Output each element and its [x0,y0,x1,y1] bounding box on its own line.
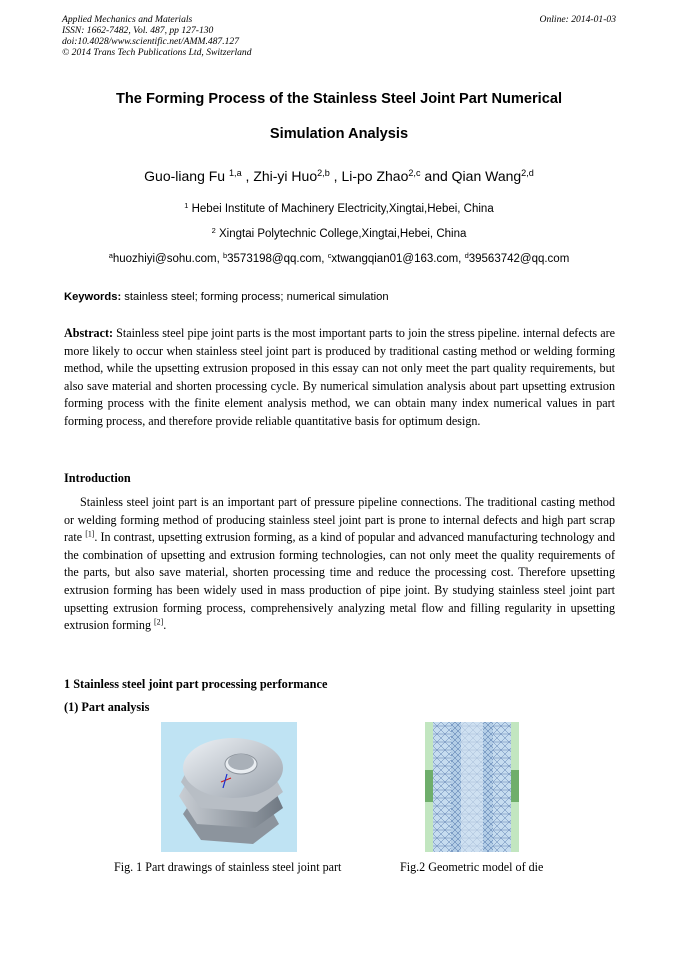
affiliation-mark: 1 [184,200,189,210]
author-list [62,168,616,184]
author-affil-mark: 2,c [408,168,421,178]
email-mark: c [327,250,332,260]
section-1-subheading: (1) Part analysis [64,700,150,714]
figure-1-part-drawing [161,722,297,852]
affiliation-mark: 2 [211,225,216,235]
paper-title-line-2: Simulation Analysis [269,126,409,142]
email-mark: d [464,250,469,260]
introduction-text: . In contrast, upsetting extrusion forming, as a kind of popular and advanced manufacturing technology and the combination of upsetting and extrusion forming technologies, can not only meet the quality requirements of the parts, but also save material, shorten processing time and reduce the processing cost. Therefore upsetting extrusion forming has been widely used in mass production of pipe joint. By studying stainless steel joint part upsetting extrusion forming process, comprehensively analyzing metal flow and filling regularity in upsetting extrusion forming [64,530,615,633]
introduction-text: Stainless steel joint part is an important part of pressure pipeline connections. The traditional casting method or welding forming method of producing stainless steel joint part is prone to internal defects and high part scrap rate [64,495,615,545]
keywords-text: stainless steel; forming process; numerical simulation [121,291,389,303]
introduction-paragraph [64,494,615,635]
citation-ref: [2] [154,617,164,627]
email-address: huozhiyi@sohu.com, [112,253,223,265]
affiliation-text: Xingtai Polytechnic College,Xingtai,Hebei, China [215,228,467,240]
journal-issn: ISSN: 1662-7482, Vol. 487, pp 127-130 [62,25,214,36]
affiliation-text: Hebei Institute of Machinery Electricity,Xingtai,Hebei, China [188,203,494,215]
email-list [62,250,616,265]
figure-2-caption: Fig.2 Geometric model of die [400,860,544,874]
abstract [64,325,615,431]
author-affil-mark: 1,a [228,168,242,178]
email-address: 3573198@qq.com, [227,253,328,265]
paper-title-line-1: The Forming Process of the Stainless Steel Joint Part Numerical [115,91,563,107]
journal-name: Applied Mechanics and Materials [62,14,193,25]
author-name: Zhi-yi Huo [253,168,318,184]
author-affil-mark: 2,b [317,168,330,178]
affiliation-1 [62,200,616,215]
affiliation-2 [62,225,616,240]
introduction-text: . [163,618,167,633]
author-name: Qian Wang [451,168,522,184]
figure-1-caption: Fig. 1 Part drawings of stainless steel joint part [114,860,342,874]
keywords-label: Keywords: [64,291,122,303]
email-mark: b [222,250,228,260]
figure-2-die-model [425,722,519,852]
email-address: xtwangqian01@163.com, [331,253,465,265]
citation-ref: [1] [85,529,95,539]
author-name: Guo-liang Fu [144,168,229,184]
introduction-heading: Introduction [64,471,131,485]
email-mark: a [108,250,113,260]
author-separator: , [329,168,342,184]
online-date: Online: 2014-01-03 [539,14,616,25]
author-affil-mark: 2,d [521,168,534,178]
journal-copyright: © 2014 Trans Tech Publications Ltd, Switzerland [62,47,252,58]
journal-doi: doi:10.4028/www.scientific.net/AMM.487.127 [62,36,240,47]
abstract-label: Abstract: [64,326,114,340]
journal-header [62,14,616,58]
section-1-heading: 1 Stainless steel joint part processing performance [64,677,328,691]
author-name: Li-po Zhao [341,168,409,184]
email-address: 39563742@qq.com [468,253,570,265]
keywords [64,291,616,303]
author-separator: , [241,168,254,184]
abstract-text: Stainless steel pipe joint parts is the most important parts to join the stress pipeline. internal defects are more likely to occur when stainless steel joint part is produced by traditional casting method or welding forming method, while the upsetting extrusion proposed in this essay can not only meet the part quality requirements, but also save material and shorten processing cycle. By numerical simulation analysis about part upsetting extrusion forming process with the finite element analysis method, we can obtain many index numerical values in part forming process, and therefore provide reliable quantitative basis for optimum design. [64,326,615,428]
author-separator: and [420,168,452,184]
